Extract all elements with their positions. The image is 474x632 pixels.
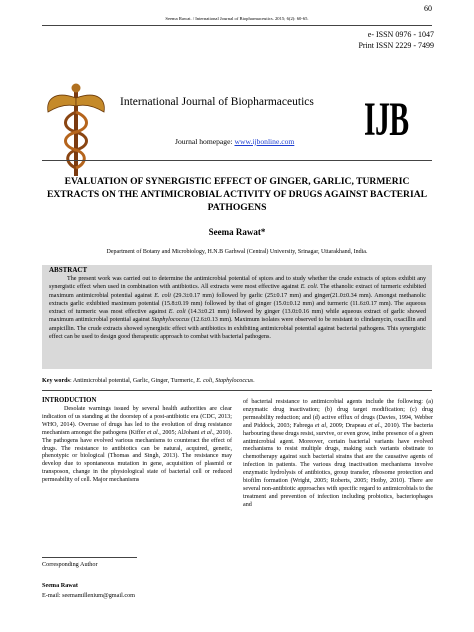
abstract-heading: ABSTRACT — [49, 266, 88, 274]
homepage-label: Journal homepage: — [175, 137, 233, 146]
corresponding-author-email: E-mail: seemamillenium@gmail.com — [42, 592, 135, 599]
keywords: Key words: Antimicrobial potential, Garlic, Ginger, Turmeric, E. coli, Staphylococcus. — [42, 378, 255, 384]
corresponding-author-label: Corresponding Author — [42, 561, 98, 568]
journal-homepage — [175, 137, 294, 146]
keywords-rule — [42, 390, 432, 391]
caduceus-logo-icon — [44, 82, 108, 178]
print-issn: Print ISSN 2229 - 7499 — [358, 41, 434, 50]
introduction-left-column: Desolate warnings issued by several health authorities are clear indication of us standing at the doorstep of a post-antibiotic era (CDC, 2013; WHO, 2014). Overuse of drugs has led to the evolution of drug resistance mechanism amongst the pathogens (Kiffer et al., 2005; AlJohani et al., 2010). The pathogens have evolved various mechanisms to counteract the effect of drugs. The resistance to antibiotics can be natural, acquired, genetic, phenotypic or biological (Thomas and Singh, 2013). The resistance may develop due to spontaneous mutation in gene, acquisition of plasmid or transposon, change in the physiological state of bacterial cell or reduced permeability of cell. Major mechanisms — [42, 406, 232, 484]
page-number: 60 — [424, 4, 432, 13]
introduction-right-column: of bacterial resistance to antimicrobial agents include the following: (a) enzymatic drug inactivation; (b) drug target modification; (c) drug permeability reduction; and (d) active efflux of drugs (Davies, 1994, Webber and Piddock, 2003; Fabrega et al, 2009; Drapeau et al., 2010). The bacteria harbouring these drugs resist, survive, or even grow, inthe presence of a given antimicrobial agent. Moreover, certain bacterial variants have evolved mechanisms to resist multiple drugs, making such variants obstinate to chemotherapy against such bacterial strains that are the causative agents of infection in patients. The various drug inactivation mechanisms involve enzymatic hydrolysis of antibiotics, group transfer, ribosome protection and biofilm formation (Wright, 2005; Roberts, 2005; Hoiby, 2010). There are several non-antibiotic approaches with specific regard to antimicrobials to the treatment and prevention of infection including probiotics, bacteriophages and — [243, 399, 433, 508]
author-affiliation: Department of Botany and Microbiology, H.N.B Garhwal (Central) University, Srinagar, Uttarakhand, India. — [106, 249, 368, 255]
keywords-label: Key words — [42, 378, 70, 384]
homepage-link[interactable]: www.ijbonline.com — [234, 137, 295, 146]
journal-name: International Journal of Biopharmaceutics — [120, 96, 314, 108]
author-name: Seema Rawat* — [208, 227, 266, 237]
running-head: Seema Rawat. / International Journal of Biopharmaceutics. 2015; 6(2): 60-65. — [165, 16, 309, 21]
journal-mark: IJB — [364, 93, 409, 146]
introduction-heading: INTRODUCTION — [42, 397, 97, 404]
header-rule — [42, 25, 432, 26]
corresponding-author-name: Seema Rawat — [42, 582, 78, 589]
abstract-text: The present work was carried out to determine the antimicrobial potential of spices and to study whether the crude extracts of spices exhibit any synergistic effect when used in combination with antibiotics. All extracts were most effective against E. coli. The ethanolic extract of turmeric exhibited maximum antimicrobial potential against E. coli (29.3±0.17 mm) followed by garlic (25±0.17 mm) and ginger(21.0±0.34 mm). Amongst methanolic extracts garlic exhibited maximum potential (15.8±0.19 mm) followed by that of ginger (15.0±0.12 mm) and turmeric (11.6±0.17 mm). The aqueous extract of turmeric was most effective against E. coli (14.3±0.21 mm) followed by ginger (13.0±0.16 mm) while aqueous extract of garlic showed maximum antimicrobial potential against Staphylococcus (12.6±0.13 mm). Maximum isolates were observed to be resistant to clindamycin, oxacillin and ampicillin. The crude extracts showed synergistic effect with antibiotics in exhibiting antimicrobial potential against bacterial pathogens. This synergistic effect can be used to design good therapeutic approach to combat with bacterial pathogens. — [49, 276, 426, 340]
footnote-rule — [42, 557, 137, 558]
masthead-rule — [42, 160, 432, 161]
article-title: EVALUATION OF SYNERGISTIC EFFECT OF GINGER, GARLIC, TURMERIC EXTRACTS ON THE ANTIMICROBIAL ACTIVITY OF DRUGS AGAINST BACTERIAL PATHOGENS — [46, 176, 428, 213]
e-issn: e- ISSN 0976 - 1047 — [367, 30, 434, 39]
